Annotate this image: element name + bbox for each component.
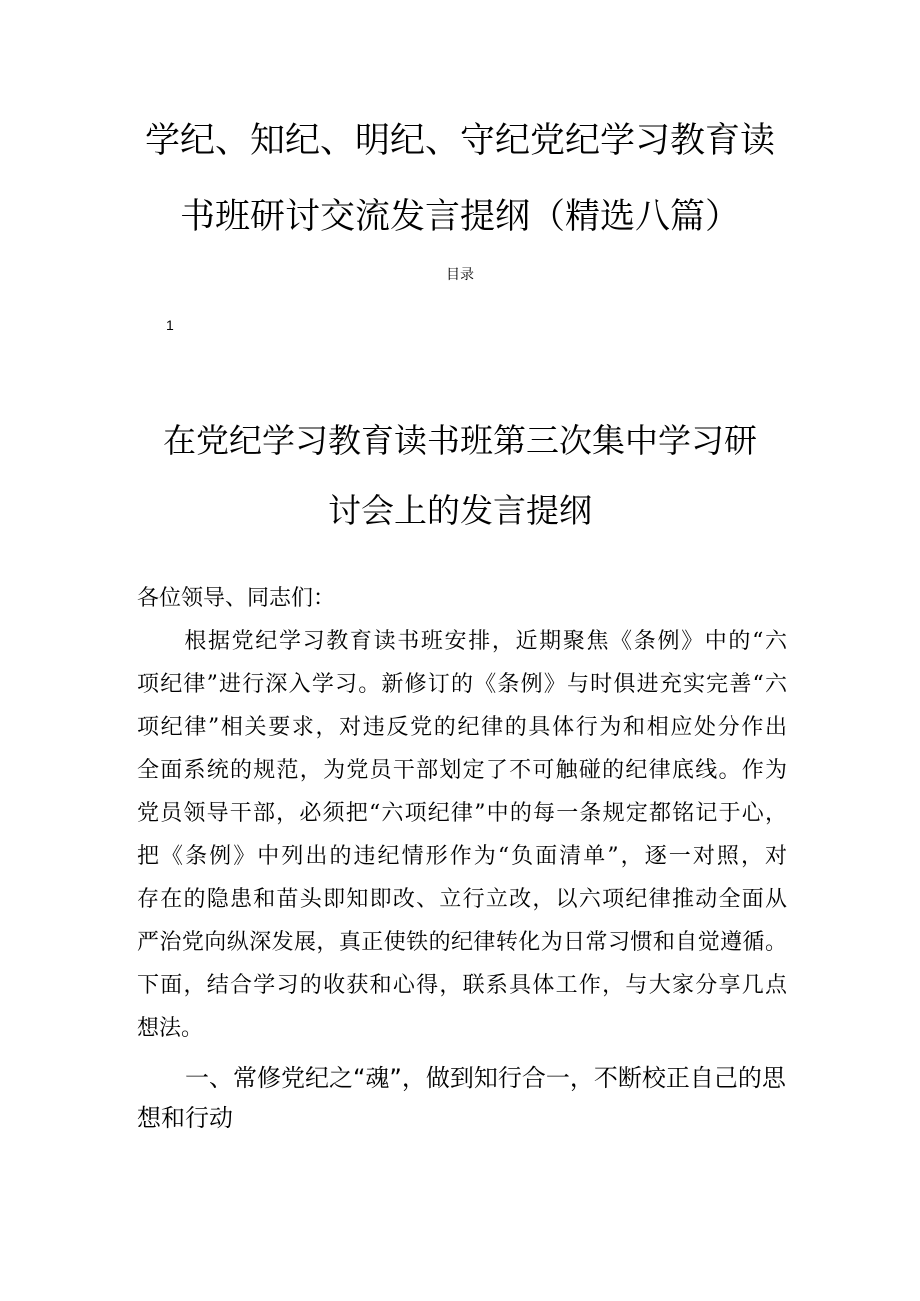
- paragraph-line: 下面，结合学习的收获和心得，联系具体工作，与大家分享几点: [137, 973, 787, 998]
- document-title-line-2: 书班研讨交流发言提纲（精选八篇）: [179, 197, 740, 237]
- greeting: 各位领导、同志们：: [137, 586, 336, 611]
- paragraph-line: 项纪律”相关要求，对违反党的纪律的具体行为和相应处分作出: [137, 715, 787, 740]
- paragraph-line: 存在的隐患和苗头即知即改、立行立改，以六项纪律推动全面从: [137, 887, 787, 912]
- paragraph-line: 项纪律”进行深入学习。新修订的《条例》与时俱进充实完善“六: [137, 672, 787, 697]
- section-title-line-1: 在党纪学习教育读书班第三次集中学习研: [163, 421, 757, 460]
- paragraph-line: 根据党纪学习教育读书班安排，近期聚焦《条例》中的“六: [137, 629, 787, 654]
- toc-entry[interactable]: 1: [166, 317, 174, 333]
- document-title-line-1: 学纪、知纪、明纪、守纪党纪学习教育读: [144, 121, 775, 161]
- paragraph-line: 党员领导干部，必须把“六项纪律”中的每一条规定都铭记于心，: [137, 801, 787, 826]
- section-heading-line-1: 一、常修党纪之“魂”，做到知行合一，不断校正自己的思: [137, 1064, 786, 1092]
- toc-label: 目录: [446, 267, 474, 283]
- paragraph-line: 严治党向纵深发展，真正使铁的纪律转化为日常习惯和自觉遵循。: [137, 930, 787, 955]
- section-title-line-2: 讨会上的发言提纲: [328, 491, 592, 530]
- paragraph-line: 把《条例》中列出的违纪情形作为“负面清单”，逐一对照，对: [137, 844, 787, 869]
- section-heading-line-2: 想和行动: [137, 1104, 233, 1132]
- paragraph-line: 想法。: [137, 1016, 204, 1041]
- paragraph-line: 全面系统的规范，为党员干部划定了不可触碰的纪律底线。作为: [137, 758, 787, 783]
